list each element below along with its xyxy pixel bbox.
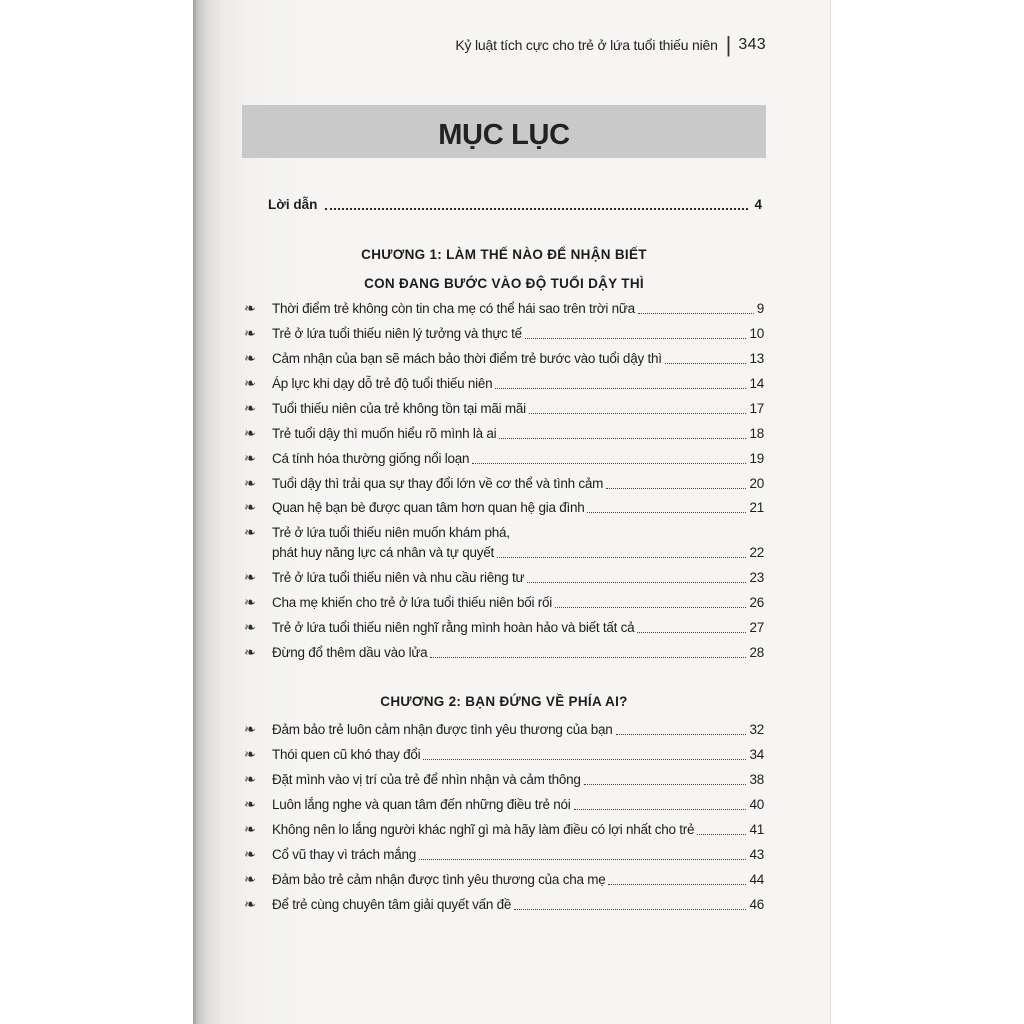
toc-entry-line [272, 374, 764, 394]
ornament-bullet-icon [244, 870, 256, 890]
dot-leader [495, 388, 746, 389]
ornament-bullet-icon [244, 745, 256, 765]
toc-entry-page: 21 [749, 500, 764, 516]
ornament-bullet-icon [244, 299, 256, 319]
dot-leader [616, 734, 747, 735]
toc-entry-page: 23 [749, 570, 764, 586]
toc-entry [243, 743, 764, 768]
toc-entry-line [272, 795, 764, 815]
dot-leader [555, 607, 746, 608]
toc-entry-line [272, 474, 764, 494]
toc-entry-page: 41 [749, 821, 764, 837]
page-number: 343 [738, 36, 766, 53]
toc-entry-line [272, 523, 764, 543]
toc-entry-page: 9 [756, 301, 764, 317]
dot-leader [525, 338, 747, 339]
toc-entry-title: Đảm bảo trẻ luôn cảm nhận được tình yêu thương của bạn [272, 722, 613, 738]
dot-leader [637, 632, 746, 633]
toc-entry-line [272, 568, 764, 588]
toc-entry [243, 521, 764, 566]
toc-entry-title: Trẻ ở lứa tuổi thiếu niên nghĩ rằng mình hoàn hảo và biết tất cả [272, 619, 635, 635]
chapter-heading-line: CON ĐANG BƯỚC VÀO ĐỘ TUỔI DẬY THÌ [364, 275, 644, 291]
toc-entry-page: 22 [749, 545, 764, 561]
toc-entry-line [272, 593, 764, 613]
ornament-bullet-icon [244, 399, 256, 419]
toc-entry-title: Luôn lắng nghe và quan tâm đến những điều trẻ nói [272, 797, 571, 813]
toc-entry-line [272, 870, 764, 890]
dot-leader [608, 884, 746, 885]
dot-leader [574, 809, 747, 810]
toc-entry-line [272, 299, 764, 319]
toc-entry-line [272, 643, 764, 663]
toc-entry [243, 867, 764, 892]
dot-leader [423, 759, 746, 760]
ornament-bullet-icon [244, 845, 256, 865]
ornament-bullet-icon [244, 424, 256, 444]
dot-leader [529, 413, 747, 414]
dot-leader [419, 859, 746, 860]
ornament-bullet-icon [244, 498, 256, 518]
toc-entry-line [272, 895, 764, 915]
toc-entry-title: Thời điểm trẻ không còn tin cha mẹ có thể hái sao trên trời nữa [272, 301, 635, 317]
toc-entry [243, 397, 764, 422]
ornament-bullet-icon [244, 568, 256, 588]
toc-entry-title: Không nên lo lắng người khác nghĩ gì mà hãy làm điều có lợi nhất cho trẻ [272, 821, 695, 837]
toc-entry [243, 471, 764, 496]
toc-entry-line [272, 618, 764, 638]
ornament-bullet-icon [244, 474, 256, 494]
toc-entry-line [272, 498, 764, 518]
dot-leader [584, 784, 747, 785]
dot-leader [497, 557, 746, 558]
toc-entry-page: 40 [749, 797, 764, 813]
toc-entry-title: Thói quen cũ khó thay đổi [272, 747, 421, 763]
chapter-heading-line: CHƯƠNG 1: LÀM THẾ NÀO ĐỂ NHẬN BIẾT [361, 246, 647, 262]
toc-entry [243, 347, 764, 372]
dot-leader [606, 488, 746, 489]
dot-leader [514, 909, 746, 910]
toc-preface-entry [268, 195, 762, 215]
toc-entry-page: 43 [749, 846, 764, 862]
toc-entry-line [272, 324, 764, 344]
toc-entry-title: Cổ vũ thay vì trách mắng [272, 846, 417, 862]
running-header [455, 33, 766, 57]
chapter-1-heading [242, 240, 766, 298]
dot-leader [430, 657, 746, 658]
toc-entry [243, 616, 764, 641]
dot-leader [587, 512, 746, 513]
toc-entry-title: Để trẻ cùng chuyên tâm giải quyết vấn đề [272, 896, 512, 912]
toc-entry [243, 818, 764, 843]
toc-entry [243, 793, 764, 818]
toc-entry [243, 421, 764, 446]
chapter-1-entries [243, 297, 764, 665]
toc-entry-line [272, 349, 764, 369]
toc-entry-page: 32 [749, 722, 764, 738]
toc-entry-title: Tuổi thiếu niên của trẻ không tồn tại mãi mãi [272, 400, 526, 416]
toc-entry-page: 46 [749, 896, 764, 912]
toc-entry [243, 640, 764, 665]
toc-entry-page: 26 [749, 595, 764, 611]
toc-entry-page: 19 [749, 450, 764, 466]
toc-entry-page: 20 [749, 475, 764, 491]
toc-entry-line [272, 424, 764, 444]
ornament-bullet-icon [244, 449, 256, 469]
toc-entry-title: Tuổi dậy thì trải qua sự thay đổi lớn về cơ thể và tình cảm [272, 475, 604, 491]
dot-leader [499, 438, 746, 439]
toc-entry [243, 297, 764, 322]
toc-entry-page: 44 [749, 871, 764, 887]
ornament-bullet-icon [244, 618, 256, 638]
toc-entry [243, 892, 764, 917]
ornament-bullet-icon [244, 820, 256, 840]
toc-entry [243, 446, 764, 471]
toc-entry-page: 10 [749, 326, 764, 342]
toc-entry-page: 34 [749, 747, 764, 763]
dot-leader [638, 313, 754, 314]
toc-entry [243, 842, 764, 867]
toc-entry-line [272, 543, 764, 563]
toc-entry [243, 768, 764, 793]
ornament-bullet-icon [244, 593, 256, 613]
toc-entry [243, 718, 764, 743]
toc-entry-title: Đặt mình vào vị trí của trẻ để nhìn nhận và cảm thông [272, 772, 581, 788]
dot-leader [697, 834, 746, 835]
toc-entry-line [272, 745, 764, 765]
ornament-bullet-icon [244, 795, 256, 815]
ornament-bullet-icon [244, 770, 256, 790]
toc-entry-page: 18 [749, 425, 764, 441]
toc-entry-title: Cá tính hóa thường giống nổi loạn [272, 450, 470, 466]
dot-leader [325, 208, 748, 210]
ornament-bullet-icon [244, 643, 256, 663]
toc-entry-line [272, 845, 764, 865]
ornament-bullet-icon [244, 720, 256, 740]
toc-entry [243, 566, 764, 591]
toc-entry-title: Cha mẹ khiến cho trẻ ở lứa tuổi thiếu niên bối rối [272, 595, 553, 611]
title-band [242, 105, 766, 158]
toc-entry-title: phát huy năng lực cá nhân và tự quyết [272, 545, 494, 561]
toc-entry-title: Đừng đổ thêm dầu vào lửa [272, 644, 428, 660]
toc-entry [243, 322, 764, 347]
ornament-bullet-icon [244, 523, 256, 543]
chapter-2-entries [243, 718, 764, 917]
toc-entry-page: 13 [749, 351, 764, 367]
toc-entry [243, 591, 764, 616]
toc-entry-title: Đảm bảo trẻ cảm nhận được tình yêu thương của cha mẹ [272, 871, 606, 887]
toc-entry-title: Trẻ ở lứa tuổi thiếu niên lý tưởng và thực tế [272, 326, 522, 342]
toc-entry-page: 28 [749, 644, 764, 660]
toc-entry-title: Quan hệ bạn bè được quan tâm hơn quan hệ gia đình [272, 500, 585, 516]
chapter-heading-line: CHƯƠNG 2: BẠN ĐỨNG VỀ PHÍA AI? [380, 693, 628, 709]
toc-entry [243, 372, 764, 397]
toc-entry-line [272, 720, 764, 740]
toc-entry-page: 14 [749, 376, 764, 392]
dot-leader [665, 363, 747, 364]
toc-entry-line [272, 399, 764, 419]
ornament-bullet-icon [244, 374, 256, 394]
toc-entry-line [272, 770, 764, 790]
header-separator: | [725, 32, 732, 57]
running-title: Kỷ luật tích cực cho trẻ ở lứa tuổi thiếu niên [455, 37, 718, 53]
toc-entry-title: Trẻ tuổi dậy thì muốn hiểu rõ mình là ai [272, 425, 497, 441]
toc-entry-line [272, 820, 764, 840]
toc-entry-line [272, 449, 764, 469]
dot-leader [472, 463, 746, 464]
toc-entry-title: Cảm nhận của bạn sẽ mách bảo thời điểm trẻ bước vào tuổi dậy thì [272, 351, 662, 367]
preface-page: 4 [754, 197, 762, 212]
toc-entry-title: Trẻ ở lứa tuổi thiếu niên muốn khám phá, [272, 525, 510, 541]
preface-label: Lời dẫn [268, 197, 318, 212]
ornament-bullet-icon [244, 349, 256, 369]
toc-entry-title: Trẻ ở lứa tuổi thiếu niên và nhu cầu riêng tư [272, 570, 525, 586]
dot-leader [527, 582, 746, 583]
ornament-bullet-icon [244, 324, 256, 344]
toc-entry-title: Áp lực khi dạy dỗ trẻ độ tuổi thiếu niên [272, 376, 493, 392]
chapter-2-heading [242, 687, 766, 716]
ornament-bullet-icon [244, 895, 256, 915]
toc-entry-page: 27 [749, 619, 764, 635]
page-title: MỤC LỤC [438, 119, 570, 151]
toc-entry-page: 17 [749, 400, 764, 416]
toc-entry [243, 496, 764, 521]
toc-entry-page: 38 [749, 772, 764, 788]
